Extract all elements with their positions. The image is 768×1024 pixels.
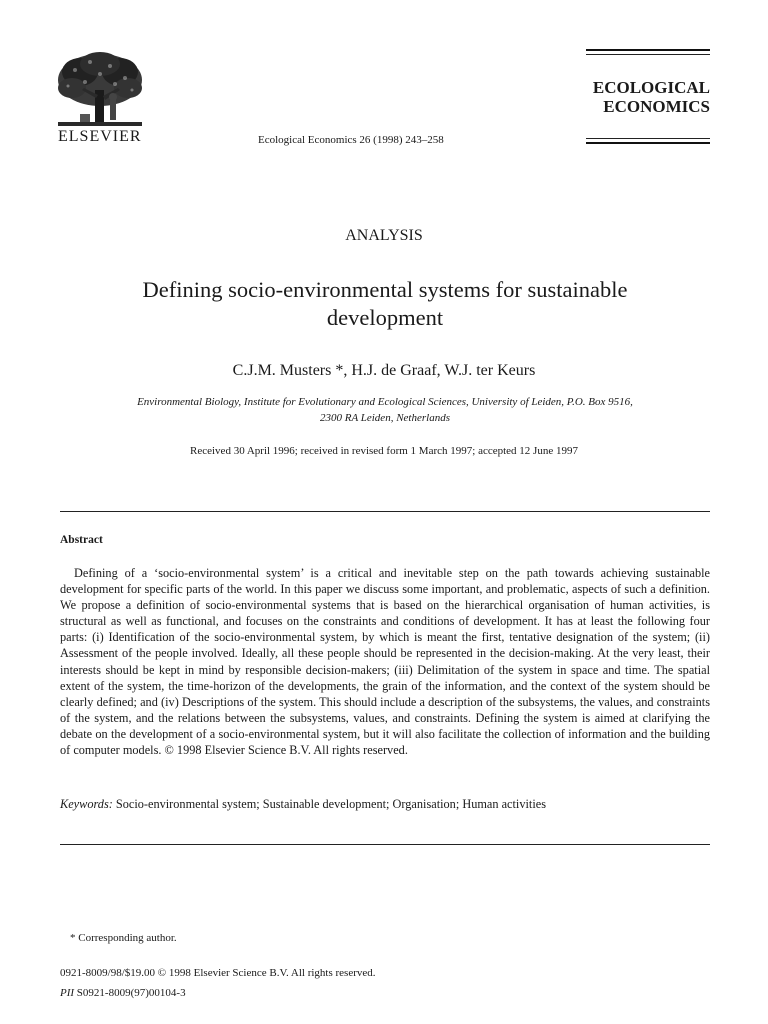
- article-affiliation: [90, 394, 680, 426]
- pii-label: PII: [60, 987, 75, 999]
- elsevier-tree-logo: [50, 50, 150, 132]
- keywords-label: Keywords:: [60, 797, 113, 811]
- pii-value: S0921-8009(97)00104-3: [76, 987, 186, 999]
- abstract-rule-bottom: [60, 844, 710, 845]
- header-rule-top-thin: [586, 54, 710, 55]
- keywords: [60, 797, 710, 812]
- affiliation-line2: 2300 RA Leiden, Netherlands: [320, 412, 450, 424]
- header-rule-bottom: [586, 142, 710, 144]
- header-rule-bottom-thin: [586, 138, 710, 139]
- pii-line: [60, 987, 186, 999]
- article-section: ANALYSIS: [345, 227, 423, 244]
- citation: Ecological Economics 26 (1998) 243–258: [258, 134, 444, 146]
- article-authors: C.J.M. Musters *, H.J. de Graaf, W.J. ter Keurs: [232, 362, 536, 379]
- received-dates: Received 30 April 1996; received in revised form 1 March 1997; accepted 12 June 1997: [190, 445, 578, 457]
- journal-name: [530, 78, 710, 116]
- journal-name-line1: ECOLOGICAL: [592, 78, 710, 97]
- issn-line: 0921-8009/98/$19.00 © 1998 Elsevier Science B.V. All rights reserved.: [60, 967, 376, 979]
- keywords-list: Socio-environmental system; Sustainable development; Organisation; Human activities: [115, 797, 546, 811]
- corresponding-author-footnote: * Corresponding author.: [70, 932, 177, 944]
- publisher-name: ELSEVIER: [58, 128, 142, 145]
- abstract-heading: Abstract: [60, 534, 103, 546]
- abstract-rule-top: [60, 511, 710, 512]
- affiliation-line1: Environmental Biology, Institute for Evolutionary and Ecological Sciences, University of Leiden, P.O. Box 9516,: [137, 396, 633, 408]
- abstract-text: Defining of a ‘socio-environmental system’ is a critical and inevitable step on the path towards achieving sustainable development for specific parts of the world. In this paper we discuss some important, and problematic, aspects of such a definition. We propose a definition of socio-environmental systems that is based on the hierarchical organisation of human activities, is structural as well as functional, and focuses on the constraints and conditions of development. It has at least the following four parts: (i) Identification of the socio-environmental system, by which is meant the first, tentative designation of the system; (ii) Assessment of the people involved. Ideally, all these people should be represented in the decision-making. At the very least, their interests should be kept in mind by responsible decision-makers; (iii) Delimitation of the system in space and time. The spatial extent of the system, the time-horizon of the developments, the grain of the information, and the context of the system should be clearly defined; and (iv) Descriptions of the system. This should include a description of the subsystems, the values, and constraints of the system, and the relations between the subsystems, values, and constraints. Defining the system is aimed at clarifying the debate on the development of a socio-environmental system, but it will also facilitate the collection of information and the building of computer models. © 1998 Elsevier Science B.V. All rights reserved.: [60, 566, 710, 758]
- article-title: Defining socio-environmental systems for sustainable development: [142, 277, 628, 330]
- journal-name-line2: ECONOMICS: [603, 97, 710, 116]
- header-rule-top: [586, 49, 710, 51]
